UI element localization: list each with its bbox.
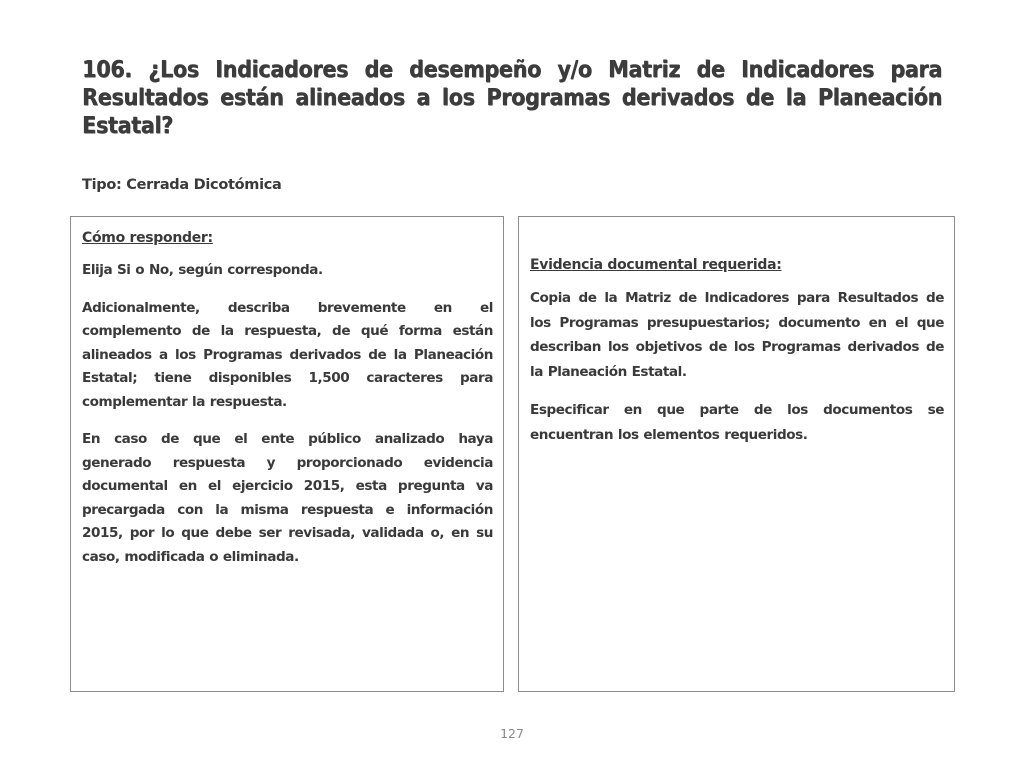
evidence-paragraph: Especificar en que parte de los documentos se encuentran los elementos requeridos. <box>530 402 944 443</box>
page-number: 127 <box>500 726 524 741</box>
evidence-paragraph: Copia de la Matriz de Indicadores para Resultados de los Programas presupuestarios; documento en el que describan los objetivos de los Programas derivados de la Planeación Estatal. <box>530 290 944 380</box>
question-title: 106. ¿Los Indicadores de desempeño y/o Matriz de Indicadores para Resultados están alineados a los Programas derivados de la Planeación Estatal? <box>82 57 942 139</box>
question-type: Tipo: Cerrada Dicotómica <box>82 177 282 193</box>
evidence-panel <box>518 216 955 692</box>
how-to-answer-panel <box>70 216 504 692</box>
how-to-answer-paragraph: Adicionalmente, describa brevemente en el complemento de la respuesta, de qué forma están alineados a los Programas derivados de la Planeación Estatal; tiene disponibles 1,500 caracteres para complementar la respuesta. <box>82 299 493 410</box>
how-to-answer-heading: Cómo responder: <box>82 230 213 246</box>
how-to-answer-paragraph: En caso de que el ente público analizado haya generado respuesta y proporcionado evidencia documental en el ejercicio 2015, esta pregunta va precargada con la misma respuesta e información 2015, por lo que debe ser revisada, validada o, en su caso, modificada o eliminada. <box>82 431 493 565</box>
evidence-heading: Evidencia documental requerida: <box>530 257 782 273</box>
how-to-answer-paragraph: Elija Si o No, según corresponda. <box>82 262 323 278</box>
